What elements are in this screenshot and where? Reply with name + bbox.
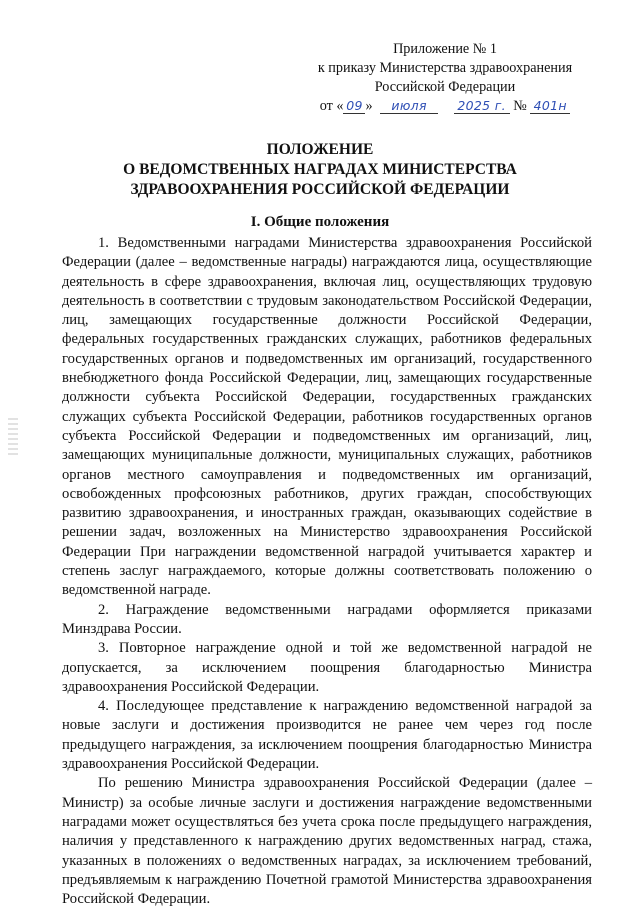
paragraph-5: По решению Министра здравоохранения Российской Федерации (далее – Министр) за особые личные заслуги и достижения награждение ведомственными наградами может осуществляться без учета срока после предыдущего награждения, наличия у представленного к награждению других ведомственных наград, стажа, указанных в положениях о ведомственных наградах, за исключением требований, предъявляемым к награждению Почетной грамотой Министерства здравоохранения Российской Федерации. [62, 775, 592, 908]
appendix-federation: Российской Федерации [374, 79, 516, 95]
document-title [40, 140, 600, 200]
date-prefix: от « [319, 98, 344, 114]
title-line-1: ПОЛОЖЕНИЕ [266, 141, 374, 158]
handwritten-order-number: 401н [530, 99, 570, 114]
handwritten-month: июля [380, 99, 438, 114]
paragraph-1: 1. Ведомственными наградами Министерства здравоохранения Российской Федерации (далее – ведомственные награды) награждаются лица, осуществляющие деятельность в сфере здравоохранения, включая лиц, осуществляющих трудовую деятельность в соответствии с трудовым законодательством Российской Федерации, лиц, замещающих государственные должности Российской Федерации, федеральных государственных гражданских служащих, работников федеральных государственных органов и подведомственных им организаций, государственного внебюджетного фонда Российской Федерации, лиц, замещающих государственные должности субъекта Российской Федерации, государственных гражданских служащих субъекта Российской Федерации, работников государственных органов субъекта Российской Федерации и подведомственных им организаций, лиц, замещающих муниципальные должности, муниципальных служащих, работников органов местного самоуправления и подведомственных им организаций, освобожденных профсоюзных работников, других граждан, способствующих развитию здравоохранения, и иностранных граждан, оказывающих содействие в решении задач, возложенных на Министерство здравоохранения Российской Федерации При награждении ведомственной наградой учитывается характер и степень заслуг награждаемого, которые должны соответствовать положению о ведомственной награде. [62, 235, 592, 599]
date-mid: » [365, 98, 373, 114]
paragraph-2: 2. Награждение ведомственными наградами оформляется приказами Минздрава России. [62, 601, 592, 637]
order-date-line [300, 97, 590, 116]
appendix-header [300, 40, 590, 116]
scan-artifact [8, 418, 18, 458]
document-body [62, 234, 592, 909]
title-line-3: ЗДРАВООХРАНЕНИЯ РОССИЙСКОЙ ФЕДЕРАЦИИ [130, 181, 510, 198]
appendix-number: Приложение № 1 [393, 41, 497, 57]
appendix-order-ref: к приказу Министерства здравоохранения [317, 60, 573, 76]
number-sign: № [513, 98, 527, 114]
handwritten-day: 09 [343, 99, 365, 114]
section-heading: I. Общие положения [250, 214, 390, 230]
title-line-2: О ВЕДОМСТВЕННЫХ НАГРАДАХ МИНИСТЕРСТВА [123, 161, 517, 178]
paragraph-3: 3. Повторное награждение одной и той же ведомственной наградой не допускается, за исключением поощрения благодарностью Министра здравоохранения Российской Федерации. [62, 640, 592, 695]
paragraph-4: 4. Последующее представление к награждению ведомственной наградой за новые заслуги и достижения производится не ранее чем через год после предыдущего награждения, за исключением поощрения благодарностью Министра здравоохранения Российской Федерации. [62, 698, 592, 773]
handwritten-year: 2025 г. [454, 99, 510, 114]
